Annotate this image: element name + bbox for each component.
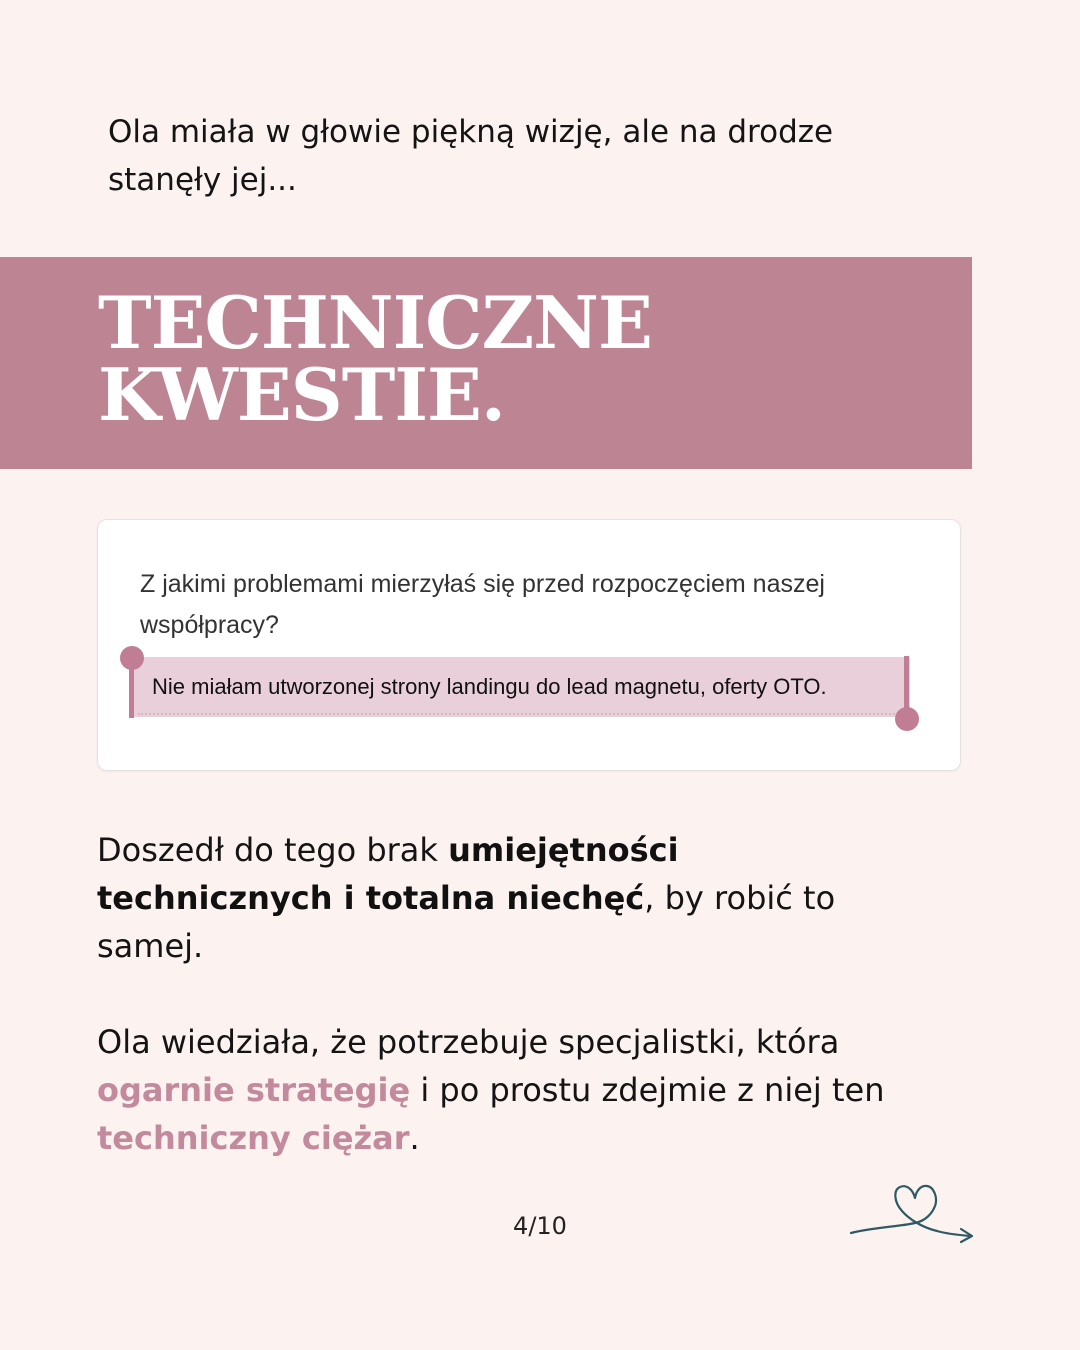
intro-text xyxy=(108,108,968,204)
paragraph-skills-intro: Doszedł do tego brak xyxy=(97,831,449,869)
survey-question-line-2: współpracy? xyxy=(140,611,279,639)
intro-line-1: Ola miała w głowie piękną wizję, ale na drodze xyxy=(108,114,834,150)
survey-answer xyxy=(130,657,910,717)
paragraph-skills-continuation: , by robić to xyxy=(644,879,836,917)
heart-arrow-icon xyxy=(845,1176,977,1248)
selection-handle-left-icon xyxy=(120,646,144,670)
paragraph-skills-end: samej. xyxy=(97,927,204,965)
selection-handle-right-icon xyxy=(895,707,919,731)
emphasis-technical-burden: techniczny ciężar xyxy=(97,1119,410,1157)
survey-question-line-1: Z jakimi problemami mierzyłaś się przed rozpoczęciem naszej xyxy=(140,570,825,598)
emphasis-skills-2: technicznych i totalna niechęć xyxy=(97,879,645,917)
emphasis-strategy: ogarnie strategię xyxy=(97,1071,411,1109)
survey-question xyxy=(140,564,930,646)
answer-text: Nie miałam utworzonej strony landingu do lead magnetu, oferty OTO. xyxy=(152,674,827,699)
paragraph-skills xyxy=(97,826,947,970)
paragraph-specialist-line-1: Ola wiedziała, że potrzebuje specjalistki, która xyxy=(97,1023,840,1061)
banner-title xyxy=(98,280,652,437)
intro-line-2: stanęły jej... xyxy=(108,162,297,198)
paragraph-specialist-end: . xyxy=(409,1119,420,1157)
paragraph-specialist-line-2: i po prostu zdejmie z niej ten xyxy=(410,1071,885,1109)
banner-title-line-1: TECHNICZNE xyxy=(98,280,652,365)
banner-title-line-2: KWESTIE. xyxy=(98,352,505,437)
survey-card xyxy=(97,519,961,771)
paragraph-specialist xyxy=(97,1018,947,1162)
answer-underline xyxy=(138,713,902,715)
page-indicator: 4/10 xyxy=(513,1212,567,1240)
emphasis-skills-1: umiejętności xyxy=(448,831,679,869)
